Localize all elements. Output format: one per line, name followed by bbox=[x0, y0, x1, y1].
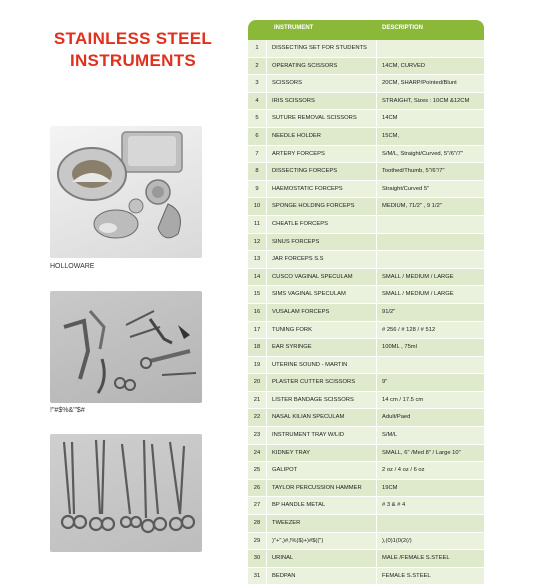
description-cell: 100ML , 75ml bbox=[382, 344, 417, 351]
instrument-cell: LISTER BANDAGE SCISSORS bbox=[272, 392, 377, 409]
row-number: 9 bbox=[248, 181, 267, 198]
description-cell: Straight/Curved 5" bbox=[382, 185, 430, 192]
row-number: 19 bbox=[248, 357, 267, 374]
instrument-table bbox=[248, 20, 484, 579]
row-number: 20 bbox=[248, 374, 267, 391]
table-row bbox=[248, 462, 484, 480]
row-number: 1 bbox=[248, 40, 267, 57]
description-cell: 2 oz / 4 oz / 6 oz bbox=[382, 467, 425, 474]
instrument-cell: SUTURE REMOVAL SCISSORS bbox=[272, 110, 377, 127]
scissors-set-photo bbox=[50, 434, 202, 552]
description-cell: Toothed/Thumb, 5"/6"/7" bbox=[382, 168, 445, 175]
instrument-cell: VUSALAM FORCEPS bbox=[272, 304, 377, 321]
table-row bbox=[248, 286, 484, 304]
instrument-cell: DISSECTING SET FOR STUDENTS bbox=[272, 40, 377, 57]
description-cell: 20CM, SHARP/Pointed/Blunt bbox=[382, 80, 457, 87]
row-number: 2 bbox=[248, 58, 267, 75]
instrument-cell: BP HANDLE METAL bbox=[272, 497, 377, 514]
table-row bbox=[248, 445, 484, 463]
instrument-column-header: INSTRUMENT bbox=[274, 25, 314, 31]
table-row bbox=[248, 181, 484, 199]
row-number: 14 bbox=[248, 269, 267, 286]
row-number: 13 bbox=[248, 251, 267, 268]
table-row bbox=[248, 75, 484, 93]
row-number: 27 bbox=[248, 497, 267, 514]
instrument-cell: PLASTER CUTTER SCISSORS bbox=[272, 374, 377, 391]
row-number: 6 bbox=[248, 128, 267, 145]
description-cell: 15CM, bbox=[382, 132, 400, 139]
scissors-set-illustration bbox=[50, 434, 202, 552]
description-cell: # 256 / # 128 / # 512 bbox=[382, 326, 436, 333]
row-number: 23 bbox=[248, 427, 267, 444]
hollowware-caption: HOLLOWARE bbox=[50, 263, 95, 270]
description-cell: 14CM bbox=[382, 115, 398, 122]
instrument-cell: )"+",)#,!%)$)+)#$((") bbox=[272, 533, 377, 550]
table-row bbox=[248, 216, 484, 234]
row-number: 31 bbox=[248, 568, 267, 585]
row-number: 16 bbox=[248, 304, 267, 321]
row-number: 5 bbox=[248, 110, 267, 127]
page-title bbox=[38, 28, 228, 72]
instrument-cell: SINUS FORCEPS bbox=[272, 234, 377, 251]
instrument-cell: SCISSORS bbox=[272, 75, 377, 92]
table-row bbox=[248, 392, 484, 410]
table-row bbox=[248, 322, 484, 340]
table-row bbox=[248, 568, 484, 585]
instrument-cell: BEDPAN bbox=[272, 568, 377, 585]
description-cell: FEMALE S.STEEL bbox=[382, 572, 431, 579]
instrument-cell: IRIS SCISSORS bbox=[272, 93, 377, 110]
description-cell: Adult/Paed bbox=[382, 414, 411, 421]
table-row bbox=[248, 374, 484, 392]
row-number: 11 bbox=[248, 216, 267, 233]
table-row bbox=[248, 128, 484, 146]
table-row bbox=[248, 163, 484, 181]
description-cell: SMALL / MEDIUM / LARGE bbox=[382, 291, 454, 298]
description-cell: 14 cm / 17.5 cm bbox=[382, 396, 424, 403]
table-row bbox=[248, 58, 484, 76]
table-row bbox=[248, 304, 484, 322]
speculum-set-photo bbox=[50, 291, 202, 403]
description-cell: S/M/L, Straight/Curved, 5"/6"/7" bbox=[382, 150, 463, 157]
instrument-cell: OPERATING SCISSORS bbox=[272, 58, 377, 75]
row-number: 22 bbox=[248, 409, 267, 426]
description-cell: S/M/L bbox=[382, 432, 398, 439]
row-number: 4 bbox=[248, 93, 267, 110]
description-column-header: DESCRIPTION bbox=[382, 25, 424, 31]
instrument-cell: CUSCO VAGINAL SPECULAM bbox=[272, 269, 377, 286]
description-cell: 9" bbox=[382, 379, 388, 386]
table-row bbox=[248, 40, 484, 58]
instrument-cell: UTERINE SOUND - MARTIN bbox=[272, 357, 377, 374]
table-row bbox=[248, 480, 484, 498]
row-number: 25 bbox=[248, 462, 267, 479]
row-number: 29 bbox=[248, 533, 267, 550]
instrument-cell: TWEEZER bbox=[272, 515, 377, 532]
instrument-cell: HAEMOSTATIC FORCEPS bbox=[272, 181, 377, 198]
row-number: 12 bbox=[248, 234, 267, 251]
row-number: 3 bbox=[248, 75, 267, 92]
instrument-cell: NEEDLE HOLDER bbox=[272, 128, 377, 145]
title-line-1: STAINLESS STEEL bbox=[53, 29, 213, 48]
table-row bbox=[248, 93, 484, 111]
instrument-cell: GALIPOT bbox=[272, 462, 377, 479]
speculum-set-illustration bbox=[50, 291, 202, 403]
table-row bbox=[248, 269, 484, 287]
row-number: 24 bbox=[248, 445, 267, 462]
table-row bbox=[248, 110, 484, 128]
table-row bbox=[248, 533, 484, 551]
row-number: 30 bbox=[248, 550, 267, 567]
table-row bbox=[248, 550, 484, 568]
table-row bbox=[248, 409, 484, 427]
instrument-cell: KIDNEY TRAY bbox=[272, 445, 377, 462]
row-number: 8 bbox=[248, 163, 267, 180]
table-row bbox=[248, 497, 484, 515]
title-line-2: INSTRUMENTS bbox=[69, 51, 197, 70]
table-row bbox=[248, 515, 484, 533]
row-number: 26 bbox=[248, 480, 267, 497]
table-row bbox=[248, 198, 484, 216]
table-row bbox=[248, 251, 484, 269]
description-cell: MEDIUM, 71/2" , 9 1/2" bbox=[382, 203, 442, 210]
instrument-cell: TUNING FORK bbox=[272, 322, 377, 339]
instrument-cell: DISSECTING FORCEPS bbox=[272, 163, 377, 180]
description-cell: SMALL / MEDIUM / LARGE bbox=[382, 273, 454, 280]
table-row bbox=[248, 427, 484, 445]
instrument-cell: INSTRUMENT TRAY W/LID bbox=[272, 427, 377, 444]
instrument-cell: SPONGE HOLDING FORCEPS bbox=[272, 198, 377, 215]
description-cell: SMALL, 6" /Med 8" / Large 10" bbox=[382, 449, 461, 456]
description-cell: 14CM, CURVED bbox=[382, 62, 426, 69]
row-number: 28 bbox=[248, 515, 267, 532]
description-cell: ),(0)1(0(2(/) bbox=[382, 537, 412, 544]
description-cell: # 3 & # 4 bbox=[382, 502, 406, 509]
row-number: 7 bbox=[248, 146, 267, 163]
instrument-cell: CHEATLE FORCEPS bbox=[272, 216, 377, 233]
table-row bbox=[248, 234, 484, 252]
description-cell: MALE /FEMALE S.STEEL bbox=[382, 555, 450, 562]
row-number: 10 bbox=[248, 198, 267, 215]
instrument-cell: URINAL bbox=[272, 550, 377, 567]
row-number: 21 bbox=[248, 392, 267, 409]
table-row bbox=[248, 339, 484, 357]
table-row bbox=[248, 357, 484, 375]
table-header bbox=[248, 20, 484, 40]
table-body bbox=[248, 40, 484, 585]
instrument-cell: SIMS VAGINAL SPECULAM bbox=[272, 286, 377, 303]
hollowware-illustration bbox=[50, 126, 202, 258]
description-cell: 19CM bbox=[382, 484, 398, 491]
table-row bbox=[248, 146, 484, 164]
instrument-cell: EAR SYRINGE bbox=[272, 339, 377, 356]
speculum-set-caption: !"#$%&'"$# bbox=[50, 407, 85, 414]
row-number: 17 bbox=[248, 322, 267, 339]
row-number: 18 bbox=[248, 339, 267, 356]
instrument-cell: JAR FORCEPS S.S bbox=[272, 251, 377, 268]
description-cell: 91/2" bbox=[382, 308, 396, 315]
instrument-cell: TAYLOR PERCUSSION HAMMER bbox=[272, 480, 377, 497]
instrument-cell: ARTERY FORCEPS bbox=[272, 146, 377, 163]
description-cell: STRAIGHT, Sizes : 10CM &12CM bbox=[382, 97, 470, 104]
instrument-cell: NASAL KILIAN SPECULAM bbox=[272, 409, 377, 426]
row-number: 15 bbox=[248, 286, 267, 303]
hollowware-photo bbox=[50, 126, 202, 258]
